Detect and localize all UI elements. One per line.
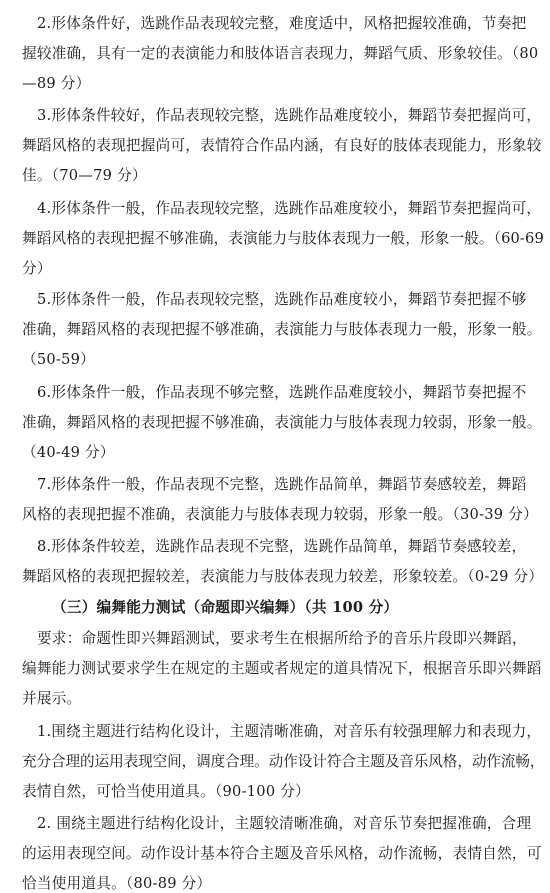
text-line: 6.形体条件一般，作品表现不够完整，选跳作品难度较小，舞蹈节奏把握不	[37, 384, 527, 401]
text-line: 要求：命题性即兴舞蹈测试，要求考生在根据所给予的音乐片段即兴舞蹈，	[37, 630, 527, 647]
text-line: 2. 围绕主题进行结构化设计，主题较清晰准确，对音乐节奏把握准确，合理	[37, 815, 532, 832]
text-line: 8.形体条件较差，选跳作品表现不完整，选跳作品简单，舞蹈节奏感较差，	[37, 538, 527, 555]
text-line: 恰当使用道具。（80-89 分）	[22, 875, 212, 892]
text-line: 3.形体条件较好，作品表现较完整，选跳作品难度较小，舞蹈节奏把握尚可，	[37, 107, 542, 124]
text-line: 编舞能力测试要求学生在规定的主题或者规定的道具情况下，根据音乐即兴舞蹈	[22, 660, 542, 677]
text-line: 1.围绕主题进行结构化设计，主题清晰准确，对音乐有较强理解力和表现力，	[37, 723, 542, 740]
text-line: 佳。（70—79 分）	[22, 167, 147, 184]
text-line: 5.形体条件一般，作品表现较完整，选跳作品难度较小，舞蹈节奏把握不够	[37, 291, 527, 308]
text-line: 舞蹈风格的表现把握较差，表演能力与肢体表现力较差，形象较差。（0-29 分）	[22, 568, 544, 585]
text-line: 的运用表现空间。动作设计基本符合主题及音乐风格，动作流畅，表情自然，可	[22, 845, 542, 862]
text-line: 分）	[22, 260, 52, 277]
text-line: 准确，舞蹈风格的表现把握不够准确，表演能力与肢体表现力一般，形象一般。	[22, 321, 542, 338]
text-line: 4.形体条件一般，作品表现较完整，选跳作品难度较小，舞蹈节奏把握尚可，	[37, 200, 542, 217]
text-line: 舞蹈风格的表现把握尚可，表情符合作品内涵，有良好的肢体表现能力，形象较	[22, 137, 542, 154]
text-line: 风格的表现把握不准确，表演能力与肢体表现力较弱，形象一般。（30-39 分）	[22, 506, 538, 523]
text-line: 握较准确，具有一定的表演能力和肢体语言表现力，舞蹈气质、形象较佳。（80	[22, 45, 539, 62]
text-line: （50-59）	[22, 351, 96, 368]
text-line: （40-49 分）	[22, 444, 115, 461]
section-title: （三）编舞能力测试（命题即兴编舞）（共 100 分）	[52, 599, 399, 616]
text-line: —89 分）	[22, 75, 91, 92]
text-line: 舞蹈风格的表现把握不够准确，表演能力与肢体表现力一般，形象一般。（60-69	[22, 230, 544, 247]
text-line: 并展示。	[22, 690, 82, 707]
text-line: 表情自然，可恰当使用道具。（90-100 分）	[22, 783, 310, 800]
text-line: 7.形体条件一般，作品表现不完整，选跳作品简单，舞蹈节奏感较差，舞蹈	[37, 476, 527, 493]
text-line: 准确，舞蹈风格的表现把握不够准确，表演能力与肢体表现力较弱，形象一般。	[22, 414, 542, 431]
text-line: 2.形体条件好，选跳作品表现较完整，难度适中，风格把握较准确，节奏把	[37, 15, 527, 32]
text-line: 充分合理的运用表现空间，调度合理。动作设计符合主题及音乐风格，动作流畅，	[22, 753, 545, 770]
